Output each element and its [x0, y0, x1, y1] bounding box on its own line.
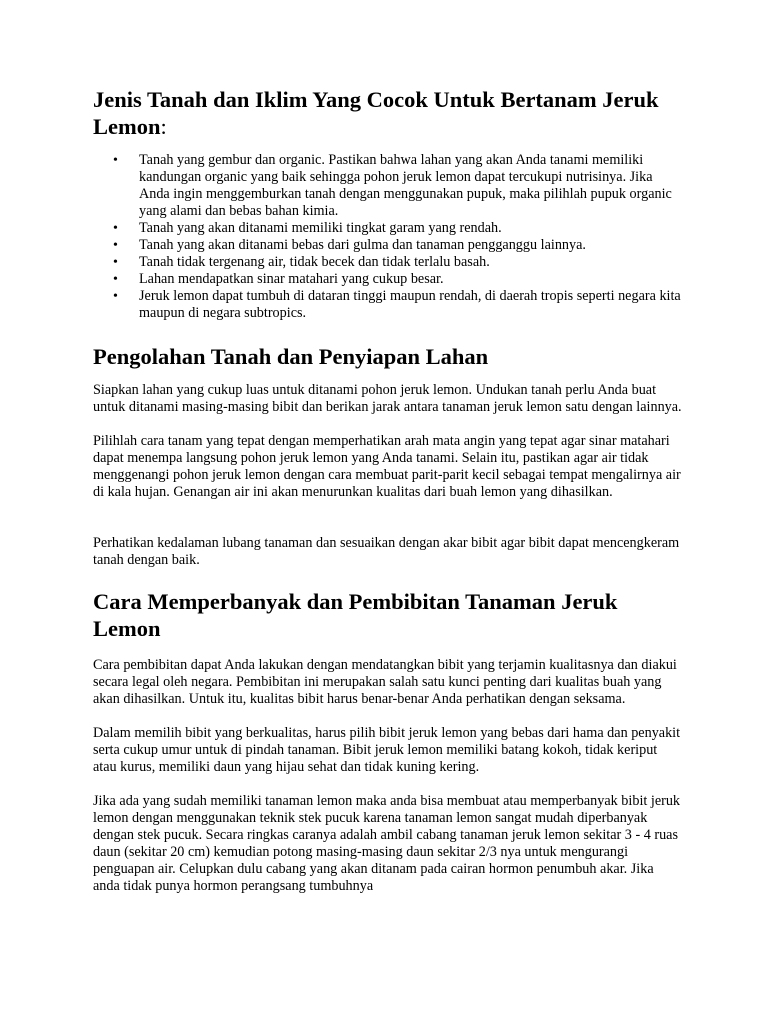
bullet-text: Tanah yang akan ditanami bebas dari gulma dan tanaman pengganggu lainnya.: [139, 237, 586, 253]
section3-title: Cara Memperbanyak dan Pembibitan Tanaman Jeruk Lemon: [93, 589, 618, 641]
bullet-dot-icon: •: [113, 238, 118, 253]
bullet-text: Lahan mendapatkan sinar matahari yang cukup besar.: [139, 271, 444, 287]
bullet-dot-icon: •: [113, 289, 118, 304]
bullet-item: [93, 254, 683, 271]
bullet-dot-icon: •: [113, 221, 118, 236]
section1-title-text: Jenis Tanah dan Iklim Yang Cocok Untuk Bertanam Jeruk Lemon: [93, 87, 659, 139]
bullet-item: [93, 237, 683, 254]
section1-bullet-list: [93, 152, 683, 322]
section3-paragraph-1: Cara pembibitan dapat Anda lakukan dengan mendatangkan bibit yang terjamin kualitasnya dan diakui secara legal oleh negara. Pembibitan ini merupakan salah satu kunci penting dari kualitas buah yang akan dihasilkan. Untuk itu, kualitas bibit harus benar-benar Anda perhatikan dengan seksama.: [93, 657, 677, 707]
document-page: [93, 86, 683, 895]
bullet-text: Tanah yang gembur dan organic. Pastikan bahwa lahan yang akan Anda tanami memiliki kandungan organic yang baik sehingga pohon jeruk lemon dapat tercukupi nutrisinya. Jika Anda ingin menggemburkan tanah dengan menggunakan pupuk, maka pilihlah pupuk organic yang alami dan bebas bahan kimia.: [139, 152, 672, 219]
section3-paragraph-2: Dalam memilih bibit yang berkualitas, harus pilih bibit jeruk lemon yang bebas dari hama dan penyakit serta cukup umur untuk di pindah tanaman. Bibit jeruk lemon memiliki batang kokoh, tidak keriput atau kurus, memiliki daun yang hijau sehat dan tidak kuning kering.: [93, 725, 681, 775]
bullet-dot-icon: •: [113, 255, 118, 270]
bullet-dot-icon: •: [113, 153, 118, 168]
section3-paragraph-3: Jika ada yang sudah memiliki tanaman lemon maka anda bisa membuat atau memperbanyak bibit jeruk lemon dengan menggunakan teknik stek pucuk karena tanaman lemon sangat mudah diperbanyak dengan stek pucuk. Secara ringkas caranya adalah ambil cabang tanaman jeruk lemon sekitar 3 - 4 ruas daun (sekitar 20 cm) kemudian potong masing-masing daun sekitar 2/3 nya untuk mengurangi penguapan air. Celupkan dulu cabang yang akan ditanam pada cairan hormon penumbuh akar. Jika anda tidak punya hormon perangsang tumbuhnya: [93, 793, 681, 894]
section1-title-colon: :: [160, 114, 167, 139]
section1-title: [93, 86, 683, 140]
bullet-item: [93, 152, 683, 220]
bullet-item: [93, 288, 683, 322]
section2-paragraph-1: Siapkan lahan yang cukup luas untuk ditanami pohon jeruk lemon. Undukan tanah perlu Anda buat untuk ditanami masing-masing bibit dan berikan jarak antara tanaman jeruk lemon satu dengan lainnya.: [93, 382, 682, 415]
section2-title: Pengolahan Tanah dan Penyiapan Lahan: [93, 344, 489, 369]
section2-paragraph-2: Pilihlah cara tanam yang tepat dengan memperhatikan arah mata angin yang tepat agar sinar matahari dapat menempa langsung pohon jeruk lemon yang Anda tanami. Selain itu, pastikan agar air tidak menggenangi pohon jeruk lemon dengan cara membuat parit-parit kecil sebagai tempat mengalirnya air di kala hujan. Genangan air ini akan menurunkan kualitas dari buah lemon yang dihasilkan.: [93, 433, 681, 500]
bullet-text: Tanah yang akan ditanami memiliki tingkat garam yang rendah.: [139, 220, 502, 236]
section2-paragraph-3: Perhatikan kedalaman lubang tanaman dan sesuaikan dengan akar bibit agar bibit dapat mencengkeram tanah dengan baik.: [93, 535, 680, 568]
bullet-text: Jeruk lemon dapat tumbuh di dataran tinggi maupun rendah, di daerah tropis seperti negara kita maupun di negara subtropics.: [139, 288, 681, 321]
bullet-item: [93, 271, 683, 288]
bullet-item: [93, 220, 683, 237]
bullet-text: Tanah tidak tergenang air, tidak becek dan tidak terlalu basah.: [139, 254, 490, 270]
bullet-dot-icon: •: [113, 272, 118, 287]
